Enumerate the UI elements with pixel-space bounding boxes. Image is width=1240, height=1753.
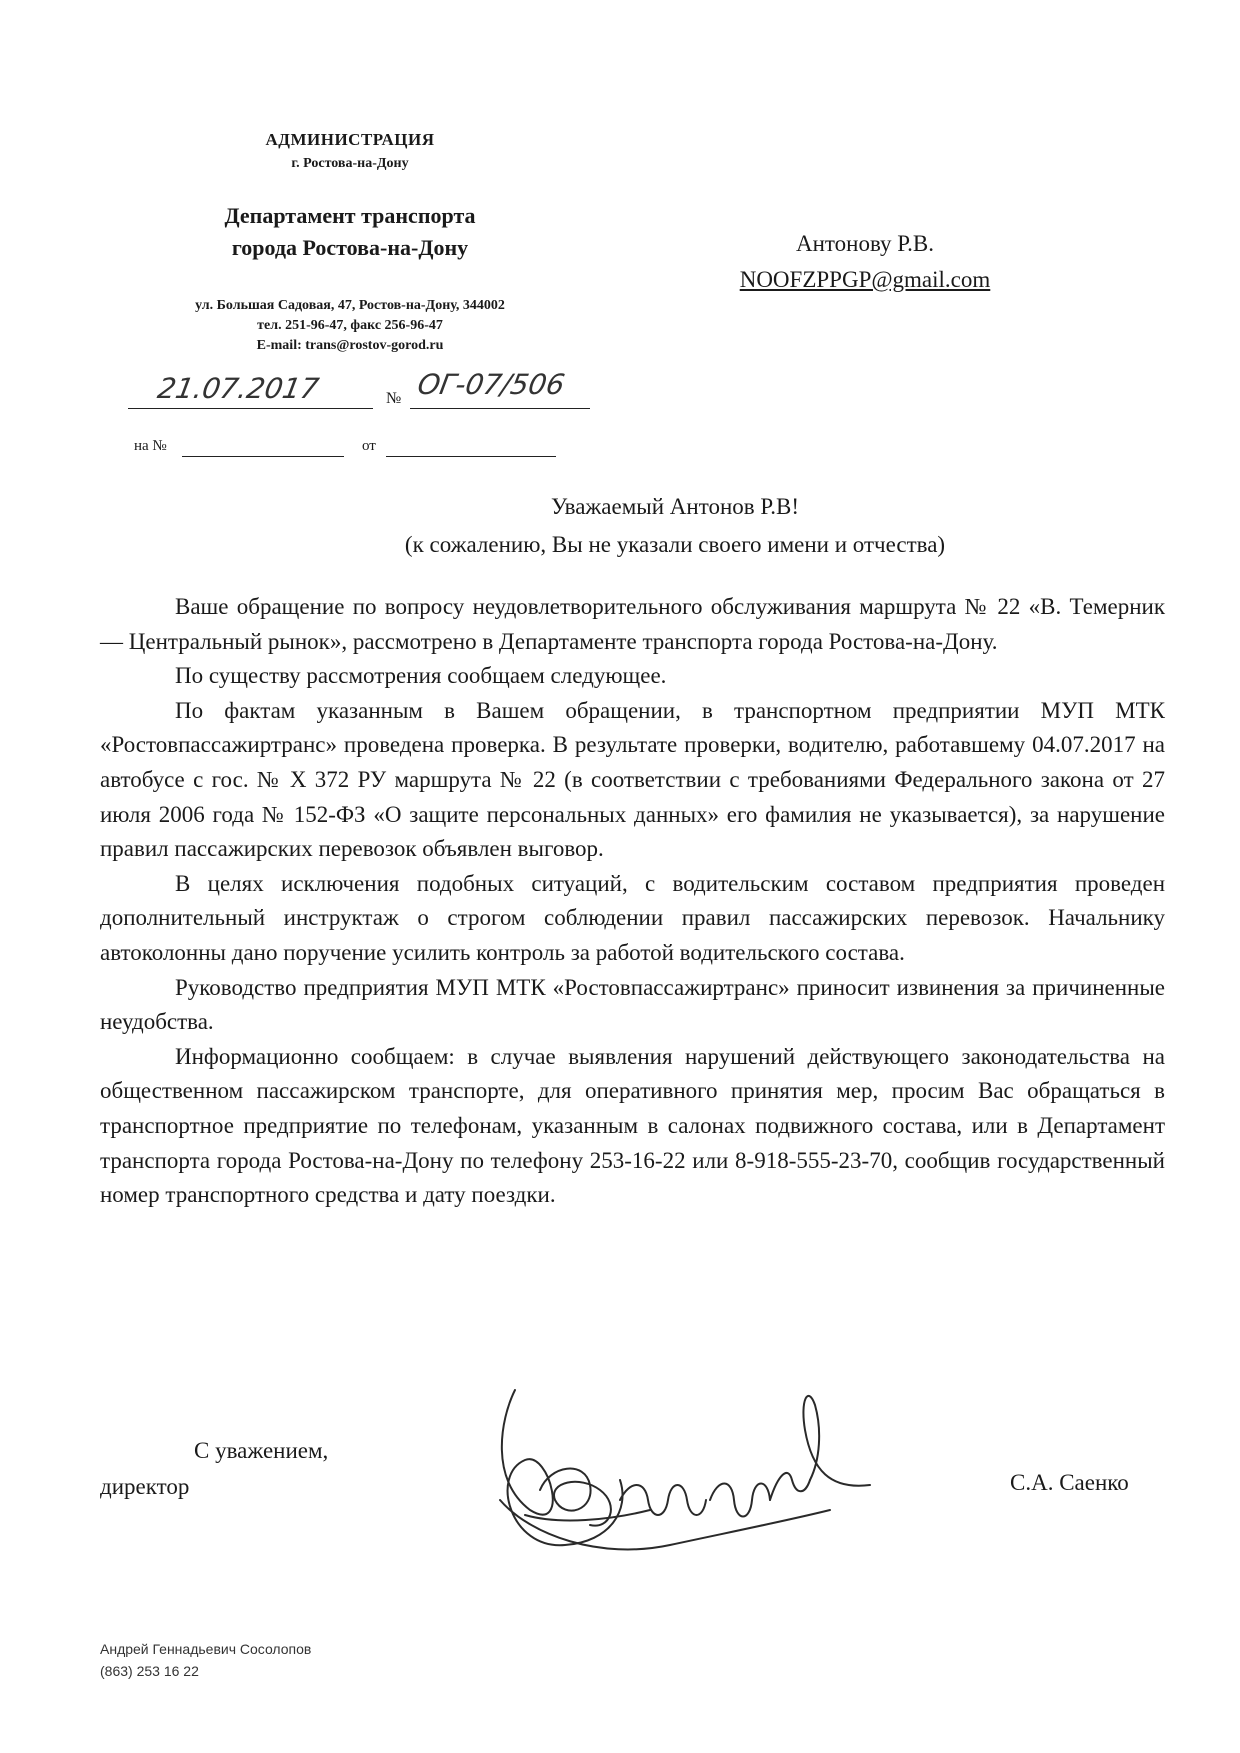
letterhead-administration: АДМИНИСТРАЦИЯ bbox=[265, 130, 435, 149]
department-line-1: Департамент транспорта bbox=[224, 203, 476, 228]
recipient-name: Антонову Р.В. bbox=[795, 231, 935, 256]
executor-phone: (863) 253 16 22 bbox=[100, 1663, 199, 1679]
letterhead-contacts bbox=[120, 296, 580, 356]
executor-name: Андрей Геннадьевич Сосолопов bbox=[100, 1641, 312, 1657]
letterhead-phones: тел. 251-96-47, факс 256-96-47 bbox=[257, 318, 443, 333]
letterhead-address: ул. Большая Садовая, 47, Ростов-на-Дону, 344002 bbox=[195, 298, 505, 313]
paragraph-3: По фактам указанным в Вашем обращении, в транспортном предприятии МУП МТК «Ростовпассажиртранс» проведена проверка. В результате проверки, водителю, работавшему 04.07.2017 на автобусе с гос. № Х 372 РУ маршрута № 22 (в соответствии с требованиями Федерального закона от 27 июля 2006 года № 152-ФЗ «О защите персональных данных» его фамилия не указывается), за нарушение правил пассажирских перевозок объявлен выговор. bbox=[100, 697, 1165, 862]
department-line-2: города Ростова-на-Дону bbox=[231, 235, 469, 260]
reference-from-label: от bbox=[362, 438, 376, 454]
letterhead-city: г. Ростова-на-Дону bbox=[291, 156, 409, 171]
signature-image bbox=[470, 1360, 890, 1580]
closing-signer: С.А. Саенко bbox=[1010, 1470, 1129, 1495]
paragraph-2: По существу рассмотрения сообщаем следующее. bbox=[175, 663, 667, 689]
registration-date: 21.07.2017 bbox=[155, 372, 322, 405]
recipient-email: NOOFZPPGP@gmail.com bbox=[739, 267, 991, 292]
greeting-line: Уважаемый Антонов Р.В! bbox=[550, 494, 800, 519]
registration-number: ОГ-07/506 bbox=[415, 368, 568, 401]
closing-regards: С уважением, bbox=[194, 1438, 329, 1463]
executor-block bbox=[100, 1638, 311, 1682]
paragraph-1: Ваше обращение по вопросу неудовлетворительного обслуживания маршрута № 22 «В. Темерник — Центральный рынок», рассмотрено в Департаменте транспорта города Ростова-на-Дону. bbox=[100, 594, 1165, 654]
paragraph-5: Руководство предприятия МУП МТК «Ростовпассажиртранс» приносит извинения за причиненные неудобства. bbox=[100, 974, 1165, 1035]
letterhead-department bbox=[150, 200, 550, 264]
recipient-block bbox=[700, 226, 1030, 298]
registration-number-label: № bbox=[386, 390, 402, 407]
letterhead-email: E-mail: trans@rostov-gorod.ru bbox=[256, 338, 444, 353]
reference-number-label: на № bbox=[134, 438, 167, 454]
registration-line bbox=[128, 368, 608, 420]
greeting-note: (к сожалению, Вы не указали своего имени и отчества) bbox=[404, 532, 946, 557]
closing-position: директор bbox=[100, 1474, 190, 1499]
letter-body bbox=[100, 590, 1165, 1213]
paragraph-4: В целях исключения подобных ситуаций, с водительским составом предприятия проведен дополнительный инструктаж о строгом соблюдении правил пассажирских перевозок. Начальнику автоколонны дано поручение усилить контроль за работой водительского состава. bbox=[100, 870, 1165, 965]
paragraph-6: Информационно сообщаем: в случае выявления нарушений действующего законодательства на общественном пассажирском транспорте, для оперативного принятия мер, просим Вас обращаться в транспортное предприятие по телефонам, указанным в салонах подвижного состава, или в Департамент транспорта города Ростова-на-Дону по телефону 253-16-22 или 8-918-555-23-70, сообщив государственный номер транспортного средства и дату поездки. bbox=[100, 1043, 1165, 1208]
